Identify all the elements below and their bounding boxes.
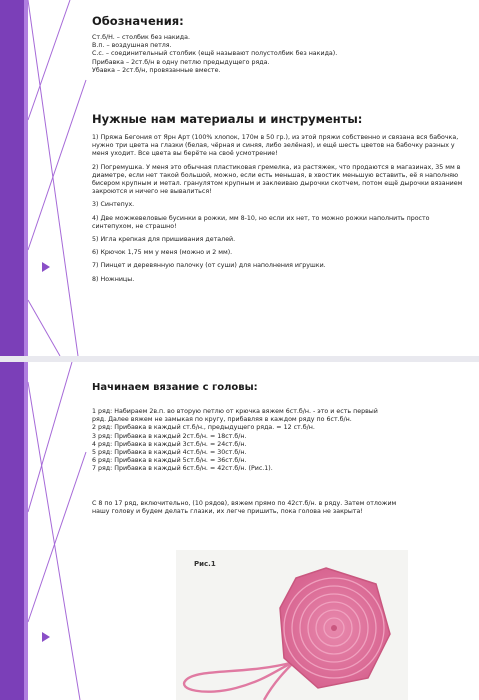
row-instruction: 6 ряд: Прибавка в каждый 5ст.б/н. = 36ст.б/н. [92, 457, 247, 465]
legend-list [92, 34, 462, 75]
material-item: 3) Синтепух. [92, 201, 135, 209]
crochet-circle-image [176, 550, 408, 700]
head-title: Начинаем вязание с головы: [92, 382, 258, 393]
legend-title: Обозначения: [92, 14, 184, 28]
slide-head-start [0, 362, 479, 700]
row-instruction: 1 ряд: Набираем 2в.п. во вторую петлю от крючка вяжем 6ст.б/н. - это и есть первый ряд. Далее вяжем не замыкая по кругу, прибавляя в каждом ряду по 6ст.б/н. [92, 408, 378, 424]
material-item: 4) Две можжевеловые бусинки в рожки, мм 8-10, но если их нет, то можно рожки наполнить просто синтепухом, не страшно! [92, 214, 430, 230]
material-item: 2) Погремушка. У меня это обычная пластиковая гремелка, из растяжек, что продаются в магазинах, 35 мм в диаметре, если нет такой большой, можно, если есть меньшая, в хвостик меньшую вставить, её я наполняю бисером крупным и метал. гранулятом крупным и заклеиваю дырочки скотчем, потом ещё дырочки вязанием закроются и ничего не вывалиться! [92, 163, 463, 196]
materials-title: Нужные нам материалы и инструменты: [92, 112, 363, 126]
legend-item: Убавка – 2ст.б/н, провязанные вместе. [92, 66, 221, 74]
arrow-icon [42, 632, 50, 642]
row-instruction: 2 ряд: Прибавка в каждый ст.б/н., предыдущего ряда. = 12 ст.б/н. [92, 424, 315, 432]
decorative-lines [0, 0, 90, 356]
material-item: 8) Ножницы. [92, 275, 135, 283]
material-item: 6) Крючок 1,75 мм у меня (можно и 2 мм). [92, 249, 233, 257]
legend-item: Прибавка – 2ст.б/н в одну петлю предыдущего ряда. [92, 58, 270, 66]
legend-item: С.с. – соединительный столбик (ещё называют полустолбик без накида). [92, 50, 338, 58]
rows-list [92, 408, 392, 474]
material-item: 1) Пряжа Бегония от Ярн Арт (100% хлопок, 170м в 50 гр.), из этой пряжи собственно и связана вся бабочка, нужно три цвета на глазки (белая, чёрная и синяя, либо зелёная), и ещё шесть цветов на бабочку разных у меня уходит. Все цвета вы берёте на своё усмотрение! [92, 134, 459, 158]
row-instruction: 3 ряд: Прибавка в каждый 2ст.б/н. = 18ст.б/н. [92, 432, 247, 440]
legend-item: В.п. – воздушная петля. [92, 42, 172, 50]
row-instruction: 7 ряд: Прибавка в каждый 6ст.б/н. = 42ст.б/н. (Рис.1). [92, 465, 273, 473]
materials-list [92, 134, 472, 289]
materials-heading [92, 112, 462, 126]
legend-section [92, 14, 462, 75]
head-heading [92, 382, 258, 393]
arrow-icon [42, 262, 50, 272]
row-instruction: 4 ряд: Прибавка в каждый 3ст.б/н. = 24ст.б/н. [92, 440, 247, 448]
material-item: 7) Пинцет и деревянную палочку (от суши) для наполнения игрушки. [92, 262, 326, 270]
closing-text: С 8 по 17 ряд, включительно, (10 рядов), вяжем прямо по 42ст.б/н. в ряду. Затем отложим нашу голову и будем делать глазки, их легче пришить, пока голова не закрыта! [92, 500, 397, 516]
legend-item: Ст.б/Н. – столбик без накида. [92, 34, 190, 41]
crochet-photo [176, 550, 408, 700]
decorative-lines [0, 362, 90, 700]
material-item: 5) Игла крепкая для пришивания деталей. [92, 236, 236, 244]
row-instruction: 5 ряд: Прибавка в каждый 4ст.б/н. = 30ст.б/н. [92, 449, 247, 457]
figure-label: Рис.1 [194, 560, 216, 568]
closing-paragraph [92, 500, 402, 516]
